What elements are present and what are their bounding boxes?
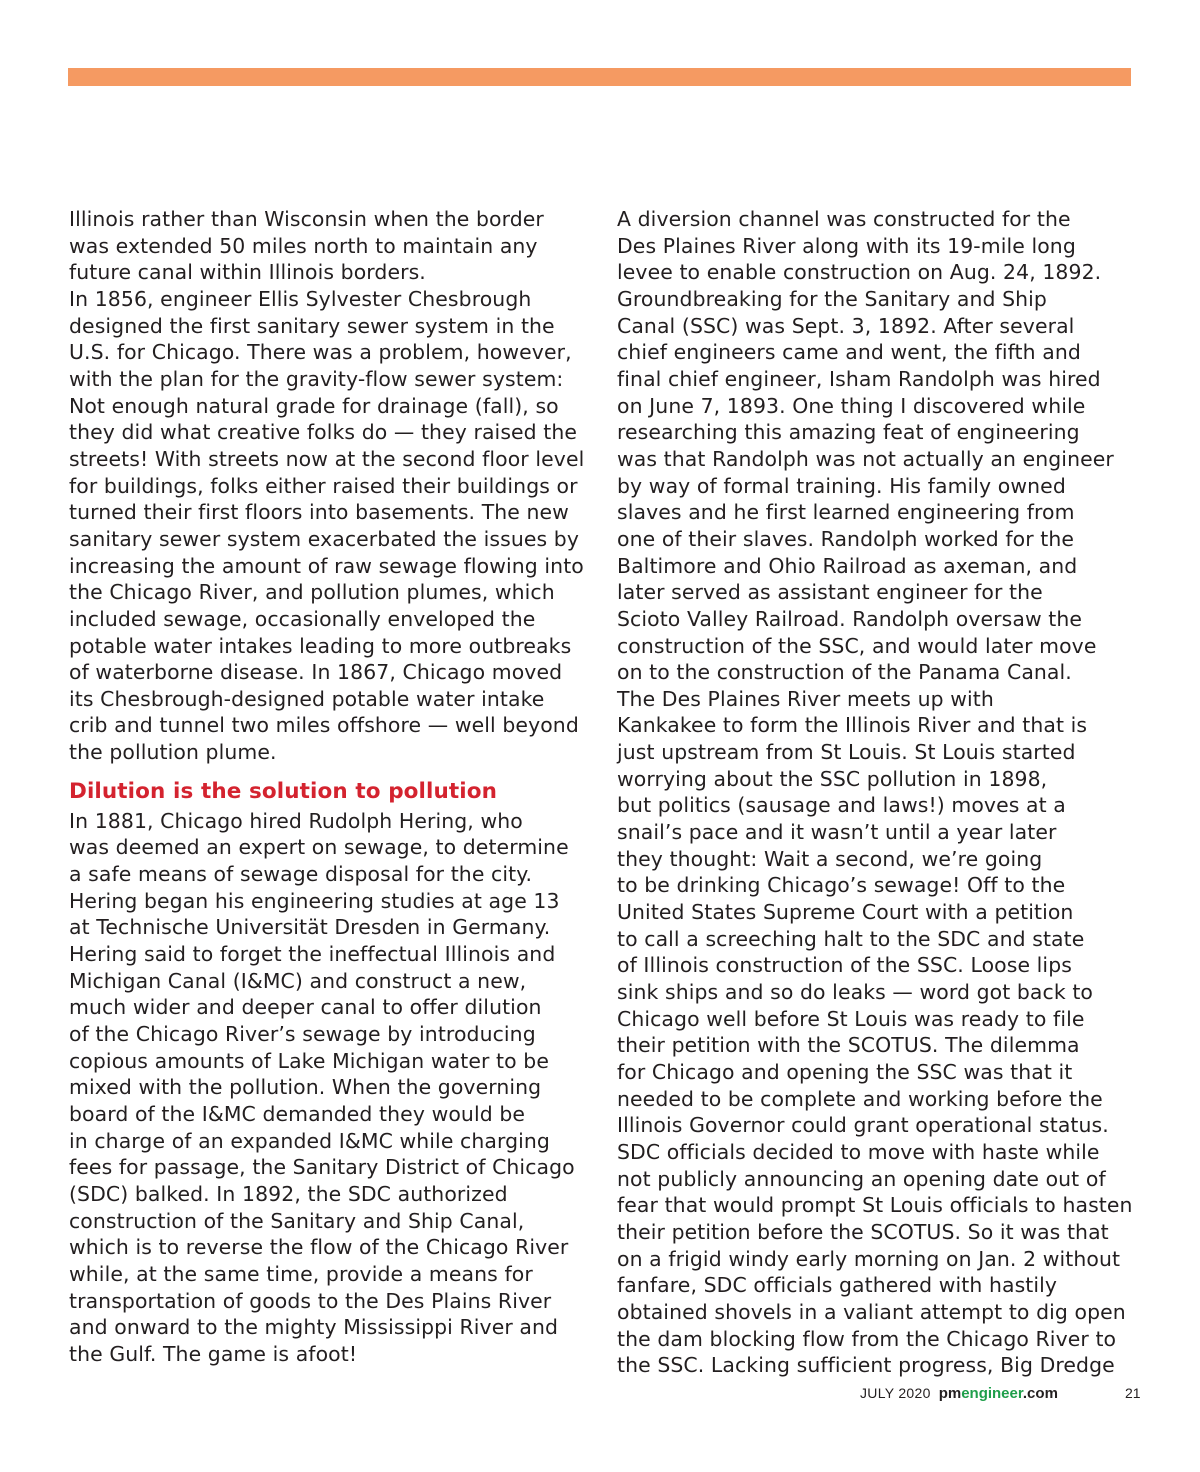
site-brand: engineer bbox=[961, 1385, 1023, 1402]
right-paragraph-2: The Des Plaines River meets up with Kankakee to form the Illinois River and that is just upstream from St Louis. St Louis started worrying about the SSC pollution in 1898, but politics (sausage and laws!) moves at a snail’s pace and it wasn’t until a year later they thought: Wait a second, we’re going to be drinking Chicago’s sewage! Off to the United States Supreme Court with a petition to call a screeching halt to the SDC and state of Illinois construction of the SSC. Loose lips sink ships and so do leaks — word got back to Chicago well before St Louis was ready to file their petition with the SCOTUS. The dilemma for Chicago and opening the SSC was that it needed to be complete and working before the Illinois Governor could grant operational status. bbox=[617, 686, 1109, 1138]
page-number: 21 bbox=[1125, 1385, 1141, 1401]
top-accent-bar bbox=[68, 68, 1131, 86]
left-paragraph-3: In 1881, Chicago hired Rudolph Hering, who was deemed an expert on sewage, to determine a safe means of sewage disposal for the city. Hering began his engineering studies at age 13 at Technische Universität Dresden in Germany. Hering said to forget the ineffectual Illinois and Michigan Canal (I&MC) and construct a new, much wider and deeper canal to offer dilution of the Chicago River’s sewage by introducing copious amounts of Lake Michigan water to be mixed with the pollution. When the governing board of the I&MC demanded they would be in charge of an expanded I&MC while charging fees for passage, the Sanitary District of Chicago (SDC) balked. In 1892, the SDC authorized construction of the Sanitary and Ship Canal, which is to reverse the flow of the Chicago River while, at the same time, provide a means for transportation of goods to the Des Plains River and onward to the mighty Mississippi River and the Gulf. The game is afoot! bbox=[69, 808, 575, 1366]
right-column bbox=[617, 206, 1137, 1379]
site-suffix: .com bbox=[1022, 1385, 1058, 1402]
page-footer bbox=[860, 1384, 1150, 1403]
footer-date: JULY 2020 bbox=[860, 1385, 931, 1401]
right-paragraph-1: A diversion channel was constructed for the Des Plaines River along with its 19-mile long levee to enable construction on Aug. 24, 1892. Groundbreaking for the Sanitary and Ship Canal (SSC) was Sept. 3, 1892. After several chief engineers came and went, the fifth and final chief engineer, Isham Randolph was hired on June 7, 1893. One thing I discovered while researching this amazing feat of engineering was that Randolph was not actually an engineer by way of formal training. His family owned slaves and he first learned engineering from one of their slaves. Randolph worked for the Baltimore and Ohio Railroad as axeman, and later served as assistant engineer for the Scioto Valley Railroad. Randolph oversaw the construction of the SSC, and would later move on to the construction of the Panama Canal. bbox=[617, 207, 1114, 685]
footer-site bbox=[939, 1385, 1058, 1403]
site-prefix: pm bbox=[938, 1385, 962, 1402]
left-column bbox=[69, 206, 589, 1368]
left-paragraph-1: Illinois rather than Wisconsin when the border was extended 50 miles north to maintain any future canal within Illinois borders. bbox=[69, 207, 544, 285]
left-paragraph-2: In 1856, engineer Ellis Sylvester Chesbrough designed the first sanitary sewer system in the U.S. for Chicago. There was a problem, however, with the plan for the gravity-flow sewer system: Not enough natural grade for drainage (fall), so they did what creative folks do — they raised the streets! With streets now at the second floor level for buildings, folks either raised their buildings or turned their first floors into basements. The new sanitary sewer system exacerbated the issues by increasing the amount of raw sewage flowing into the Chicago River, and pollution plumes, which included sewage, occasionally enveloped the potable water intakes leading to more outbreaks of waterborne disease. In 1867, Chicago moved its Chesbrough-designed potable water intake crib and tunnel two miles offshore — well beyond the pollution plume. bbox=[69, 286, 585, 765]
section-subhead: Dilution is the solution to pollution bbox=[69, 778, 498, 804]
right-paragraph-3: SDC officials decided to move with haste while not publicly announcing an opening date out of fear that would prompt St Louis officials to hasten their petition before the SCOTUS. So it was that on a frigid windy early morning on Jan. 2 without fanfare, SDC officials gathered with hastily obtained shovels in a valiant attempt to dig open the dam blocking flow from the Chicago River to the SSC. Lacking sufficient progress, Big Dredge bbox=[617, 1139, 1133, 1378]
